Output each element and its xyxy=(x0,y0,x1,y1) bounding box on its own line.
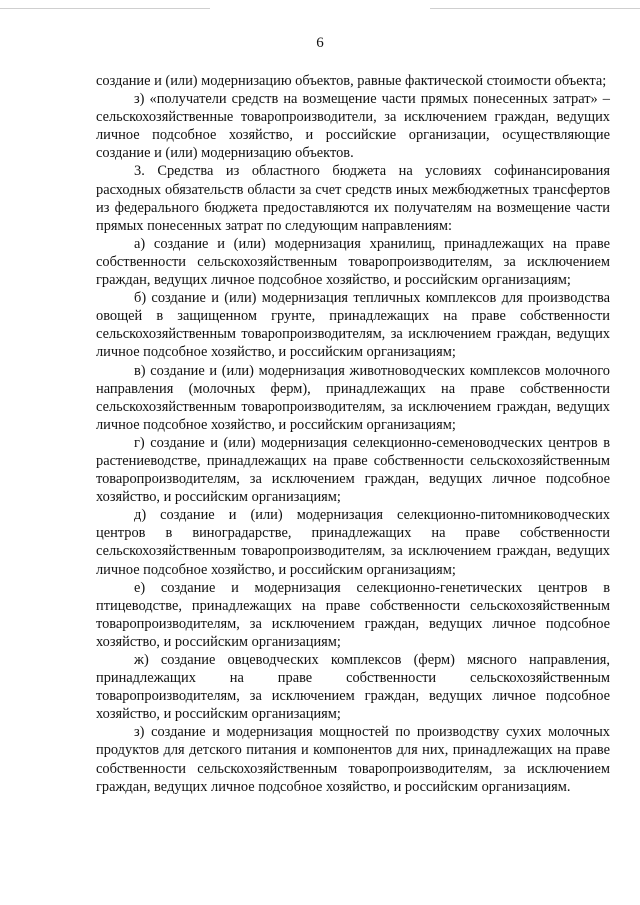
document-body xyxy=(96,72,610,796)
paragraph: е) создание и модернизация селекционно-генетических центров в птицеводстве, принадлежащих на праве собственности сельскохозяйственным товаропроизводителям, за исключением граждан, ведущих личное подсобное хозяйство, и российским организациям; xyxy=(96,579,610,650)
scan-artifact-top-left xyxy=(0,8,210,9)
paragraph: г) создание и (или) модернизация селекционно-семеноводческих центров в растениеводстве, принадлежащих на праве собственности сельскохозяйственным товаропроизводителям, за исключением граждан, ведущих личное подсобное хозяйство, и российским организациям; xyxy=(96,434,610,506)
scan-artifact-top-right xyxy=(430,8,640,9)
paragraph: б) создание и (или) модернизация тепличных комплексов для производства овощей в защищенном грунте, принадлежащих на праве собственности сельскохозяйственным товаропроизводителям, за исключением граждан, ведущих личное подсобное хозяйство, и российским организациям; xyxy=(96,290,610,361)
paragraph: д) создание и (или) модернизация селекционно-питомниководческих центров в виноградарстве, принадлежащих на праве собственности сельскохозяйственным товаропроизводителям, за исключением граждан, ведущих личное подсобное хозяйство, и российским организациям; xyxy=(96,507,610,578)
paragraph: ж) создание овцеводческих комплексов (ферм) мясного направления, принадлежащих на праве собственности сельскохозяйственным товаропроизводителям, за исключением граждан, ведущих личное подсобное хозяйство, и российским организациям; xyxy=(96,652,610,723)
paragraph: з) «получатели средств на возмещение части прямых понесенных затрат» – сельскохозяйственные товаропроизводители, за исключением граждан, ведущих личное подсобное хозяйство, и российские организации, осуществляющие создание и (или) модернизацию объектов. xyxy=(96,91,610,162)
paragraph: 3. Средства из областного бюджета на условиях софинансирования расходных обязательств области за счет средств иных межбюджетных трансфертов из федерального бюджета предоставляются их получателям на возмещение части прямых понесенных затрат по следующим направлениям: xyxy=(96,163,610,234)
paragraph: з) создание и модернизация мощностей по производству сухих молочных продуктов для детского питания и компонентов для них, принадлежащих на праве собственности сельскохозяйственным товаропроизводителям, за исключением граждан, ведущих личное подсобное хозяйство, и российским организациям. xyxy=(96,724,610,795)
paragraph: а) создание и (или) модернизация хранилищ, принадлежащих на праве собственности сельскохозяйственным товаропроизводителям, за исключением граждан, ведущих личное подсобное хозяйство, и российским организациям; xyxy=(96,235,610,289)
page-number: 6 xyxy=(316,35,324,51)
paragraph: в) создание и (или) модернизация животноводческих комплексов молочного направления (молочных ферм), принадлежащих на праве собственности сельскохозяйственным товаропроизводителям, за исключением граждан, ведущих личное подсобное хозяйство, и российским организациям; xyxy=(96,362,610,433)
paragraph: создание и (или) модернизацию объектов, равные фактической стоимости объекта; xyxy=(96,73,607,89)
